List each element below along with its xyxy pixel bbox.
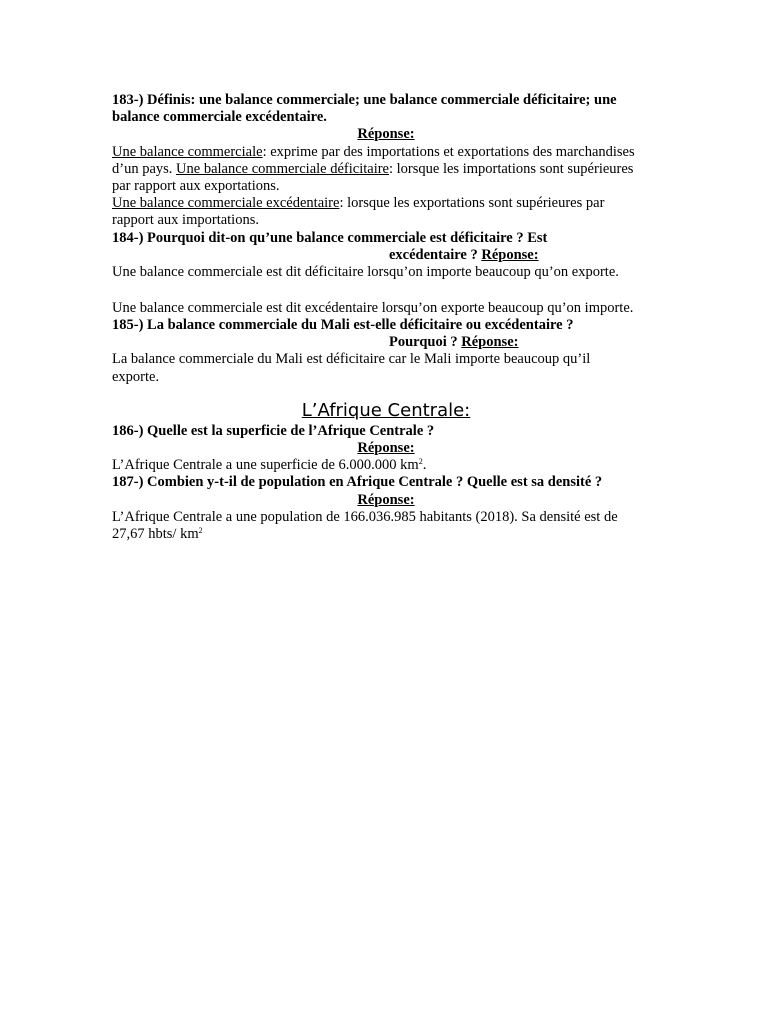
answer-183-line-4 <box>112 195 660 212</box>
answer-186-line-1 <box>112 457 660 474</box>
answer-label-185: Réponse: <box>461 334 519 351</box>
answer-183-line-2 <box>112 161 660 178</box>
question-186-line-1: 186-) Quelle est la superficie de l’Afrique Centrale ? <box>112 422 435 439</box>
superscript-2: 2 <box>198 525 203 535</box>
answer-183-line-3: par rapport aux exportations. <box>112 178 280 195</box>
question-183-line-1: 183-) Définis: une balance commerciale; une balance commerciale déficitaire; une <box>112 92 617 108</box>
answer-187-line-2 <box>112 526 660 543</box>
answer-label-187: Réponse: <box>357 491 415 508</box>
term-balance-commerciale: Une balance commerciale <box>112 143 263 160</box>
question-187-line-1: 187-) Combien y-t-il de population en Afrique Centrale ? Quelle est sa densité ? <box>112 474 603 491</box>
blank-line <box>112 281 660 300</box>
question-185-line-2 <box>112 334 660 351</box>
answer-183-text-1: : exprime par des importations et exportations des marchandises <box>262 143 635 160</box>
term-balance-deficitaire: Une balance commerciale déficitaire <box>176 160 389 177</box>
answer-183-line-1 <box>112 144 660 161</box>
question-184-continuation: excédentaire ? <box>389 246 482 263</box>
answer-label-184: Réponse: <box>481 246 539 263</box>
question-184-line-2 <box>112 247 660 264</box>
answer-186-text: L’Afrique Centrale a une superficie de 6.000.000 km <box>112 457 419 474</box>
answer-185-line-1: La balance commerciale du Mali est déficitaire car le Mali importe beaucoup qu’il <box>112 351 591 368</box>
answer-183-text-2: : lorsque les importations sont supérieures <box>389 160 634 177</box>
answer-187-text-2: 27,67 hbts/ km <box>112 525 199 542</box>
answer-label-186: Réponse: <box>357 439 415 456</box>
answer-187-line-1: L’Afrique Centrale a une population de 166.036.985 habitants (2018). Sa densité est de <box>112 508 618 525</box>
answer-183-prefix-2: d’un pays. <box>112 160 177 177</box>
question-185-line-1: 185-) La balance commerciale du Mali est-elle déficitaire ou excédentaire ? <box>112 316 574 333</box>
document-page <box>112 92 660 543</box>
term-balance-excedentaire: Une balance commerciale excédentaire <box>112 195 340 212</box>
answer-label-183: Réponse: <box>357 126 415 143</box>
superscript-2: 2 <box>418 457 423 467</box>
question-184-line-1: 184-) Pourquoi dit-on qu’une balance commerciale est déficitaire ? Est <box>112 229 548 246</box>
answer-186-end: . <box>422 457 427 474</box>
answer-184-line-1: Une balance commerciale est dit déficitaire lorsqu’on importe beaucoup qu’on exporte. <box>112 264 619 281</box>
question-183-line-2: balance commerciale excédentaire. <box>112 109 327 126</box>
answer-185-line-2: exporte. <box>112 368 160 385</box>
question-185-continuation: Pourquoi ? <box>389 334 462 351</box>
answer-183-text-4: : lorsque les exportations sont supérieures par <box>339 195 605 212</box>
answer-184-line-2: Une balance commerciale est dit excédentaire lorsqu’on exporte beaucoup qu’on importe. <box>112 299 634 316</box>
section-title: L’Afrique Centrale: <box>301 399 471 421</box>
answer-183-line-5: rapport aux importations. <box>112 212 259 229</box>
